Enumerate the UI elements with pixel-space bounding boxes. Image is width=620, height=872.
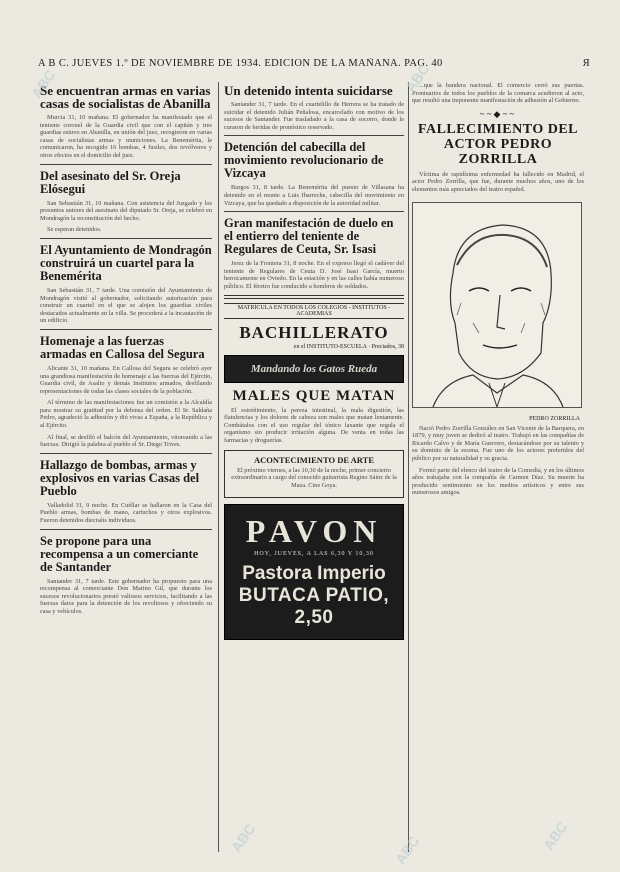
ad-bachillerato-title: BACHILLERATO [239,322,389,342]
article-headline: Gran manifestación de duelo en el entierro del teniente de Regulares de Ceuta, Sr. Isasi [224,216,394,257]
column-right [412,82,584,852]
ad-strip: MATRÍCULA EN TODOS LOS COLEGIOS - INSTITUTOS - ACADEMIAS [224,303,404,319]
article-text: ...que la bandera nacional. El comercio cerró sus puertas. Prontuarios de todos los pueblos de la comarca acudieron al acto, que resultó una imponente manifestación de adhesión al Gobierno. [412,82,584,105]
column-rule [408,82,409,852]
article-headline: Un detenido intenta suicidarse [224,83,393,98]
article-text: Al final, se desfiló el balcón del Ayuntamiento, vitoreando a las fuerzas. Dirigió la palabra al pueblo el Sr. Diego Trives. [40,433,212,449]
article-text: Santander 31, 7 tarde. En el cuartelillo de Herrera se ha tratado de suicidar el detenido Julián Peñalosa, encarcelado con motivo de los sucesos de Santander. Fue trasladado a la casa de socorro, donde le curaron de heridas de pronóstico reservado. [224,101,404,131]
article-text: Formó parte del elenco del teatro de la Comedia, y en los últimos años trabajaba con la compañía de Carmen Díaz. Su muerte ha producido sentimiento en los medios artísticos y entre sus numerosos amigos. [412,466,584,497]
pavon-artist: Pastora Imperio [242,563,386,585]
article-text: Burgos 31, 8 tarde. La Benemérita del puesto de Villasana ha detenido en el monte a Luis Ibarreche, cabecilla del movimiento en Vizcaya, que ha quedado a disposición de la autoridad militar. [224,184,404,207]
portrait-illustration [412,202,582,408]
watermark: ABC [391,832,423,868]
article-headline: Se encuentran armas en varias casas de socialistas de Abanilla [40,83,211,111]
divider [40,453,212,454]
article-headline: Se propone para una recompensa a un comerciante de Santander [40,533,199,574]
divider [40,238,212,239]
article-headline: Homenaje a las fuerzas armadas en Callosa del Segura [40,333,205,361]
article-headline: Del asesinato del Sr. Oreja Elósegui [40,168,181,196]
watermark: ABC [227,820,259,856]
article-text: Víctima de rapidísima enfermedad ha fallecido en Madrid, el actor Pedro Zorrilla, que fue, durante muchos años, uno de los elementos más apreciados del teatro español. [412,170,584,193]
article-text: Murcia 31, 10 mañana. El gobernador ha manifestado que el teniente coronel de la Guardia civil que con el capitán y tres guardias estuvo en Abanilla, en unión del juez, recogieron en varias casas de socialistas armas y municiones. La Benemérita, le comunicaron, ha recogido 16 bombas, 4 fusiles, dos revólveres y otros efectos en el domicilio del juez. [40,114,212,159]
divider [40,164,212,165]
pavon-price: BUTACA PATIO, 2,50 [238,585,390,629]
pavon-date: HOY, JUEVES, A LAS 6,30 Y 10,30 [254,551,374,558]
article-headline: Hallazgo de bombas, armas y explosivos en varias Casas del Pueblo [40,457,200,498]
article-text: Nació Pedro Zorrilla González en San Vicente de la Barquera, en 1879, y muy joven se dedicó al teatro. Trabajó en las compañías de Ricardo Calvo y de María Guerrero, destacándose por su talento y su dominio de la escena. Fue uno de los actores preferidos del público por su naturalidad y su gracia. [412,424,584,462]
ornament-divider: ~~◆~~ [479,108,517,119]
portrait-caption: PEDRO ZORRILLA [529,415,580,422]
ad-bachillerato-line: en el INSTITUTO-ESCUELA · Preciados, 38 [293,343,404,350]
running-title: A B C. JUEVES 1.º DE NOVIEMBRE DE 1934. EDICION DE LA MAÑANA. PAG. 40 [38,58,443,69]
article-headline: Detención del cabecilla del movimiento revolucionario de Vizcaya [224,140,384,181]
divider [224,295,404,299]
column-rule [218,82,219,852]
ad-pavon-theatre [224,504,404,640]
divider [40,329,212,330]
watermark: ABC [539,818,571,854]
article-text: San Sebastián 31, 7 tarde. Una comisión del Ayuntamiento de Mondragón visitó al gobernador, solicitando autorización para construir un cuartel en el que se alojen los guardias civiles destacados actualmente en la villa. Se procederá a la incautación de un edificio. [40,286,212,325]
ad-dark-banner: Mandando los Gatos Rueda [224,355,404,383]
corner-mark: Я [582,58,590,69]
column-middle [224,82,404,852]
article-text: Santander 31, 7 tarde. Este gobernador ha propuesto para una recompensa al comerciante Don Marino Gil, que durante los sucesos revolucionarios prestó valiosos servicios, facilitando a las fuerzas datos para la detención de los revoltosos y ofreciendo su casa y vehículos. [40,577,212,615]
pavon-title: PAVON [245,513,383,550]
running-header [38,58,598,76]
article-text: Al término de las manifestaciones fue un comisión a la Alcaldía para mostrar su gratitud por la defensa del orden. El Sr. Saldaña Pedro, agradeció la adhesión y dió vivas a España, a la República y al Ejército. [40,399,212,430]
ad-males-title: MALES QUE MATAN [232,387,396,404]
article-headline: El Ayuntamiento de Mondragón construirá un cuartel para la Benemérita [40,242,212,283]
obituary-headline: FALLECIMIENTO DEL ACTOR PEDRO ZORRILLA [417,121,579,167]
article-text: Se esperan detenidos. [47,226,102,234]
ad-concert-text: El próximo viernes, a las 10,30 de la noche, primer concierto extraordinario a cargo del conocido guitarrista Regino Sáinz de la Maza. Cine Goya. [231,466,397,489]
divider [40,529,212,530]
watermark: ABC [27,66,59,102]
divider [224,211,404,212]
column-left [40,82,212,852]
article-text: Valladolid 31, 9 noche. En Cuéllar se hallaron en la Casa del Pueblo armas, bombas de mano, cartuchos y otros explosivos. Fueron detenidos dieciséis individuos. [40,501,212,525]
article-text: Alicante 31, 10 mañana. En Callosa del Segura se celebró ayer una grandiosa manifestación de homenaje a las fuerzas del Ejército, Guardia civil, de Asalto y demás Institutos armados, desfilando representaciones de todas las clases sociales de la población. [40,364,212,395]
article-text: San Sebastián 31, 10 mañana. Con asistencia del Juzgado y los presuntos autores del asesinato del diputado Sr. Oreja, se celebró en Mondragón la reconstitución del hecho. [40,199,212,222]
ad-concert-box [224,450,404,499]
ad-concert-title: ACONTECIMIENTO DE ARTE [254,454,374,465]
divider [224,135,404,136]
article-text: Jerez de la Frontera 31, 8 noche. En el expreso llegó el cadáver del teniente de Regulares de Ceuta D. José Isasi García, muerto heroicamente en Oviedo. En la estación y en las calles había numeroso público. El féretro fue conducido a hombros de soldados. [224,260,404,290]
ad-males-text: El estreñimiento, la pereza intestinal, la mala digestión, las flatulencias y los dolores de cabeza son males que matan lentamente. Combátalos con el uso regular del tónico laxante que regula el organismo sin producir irritación alguna. De venta en todas las farmacias y droguerías. [224,406,404,444]
watermark: ABC [401,60,433,96]
